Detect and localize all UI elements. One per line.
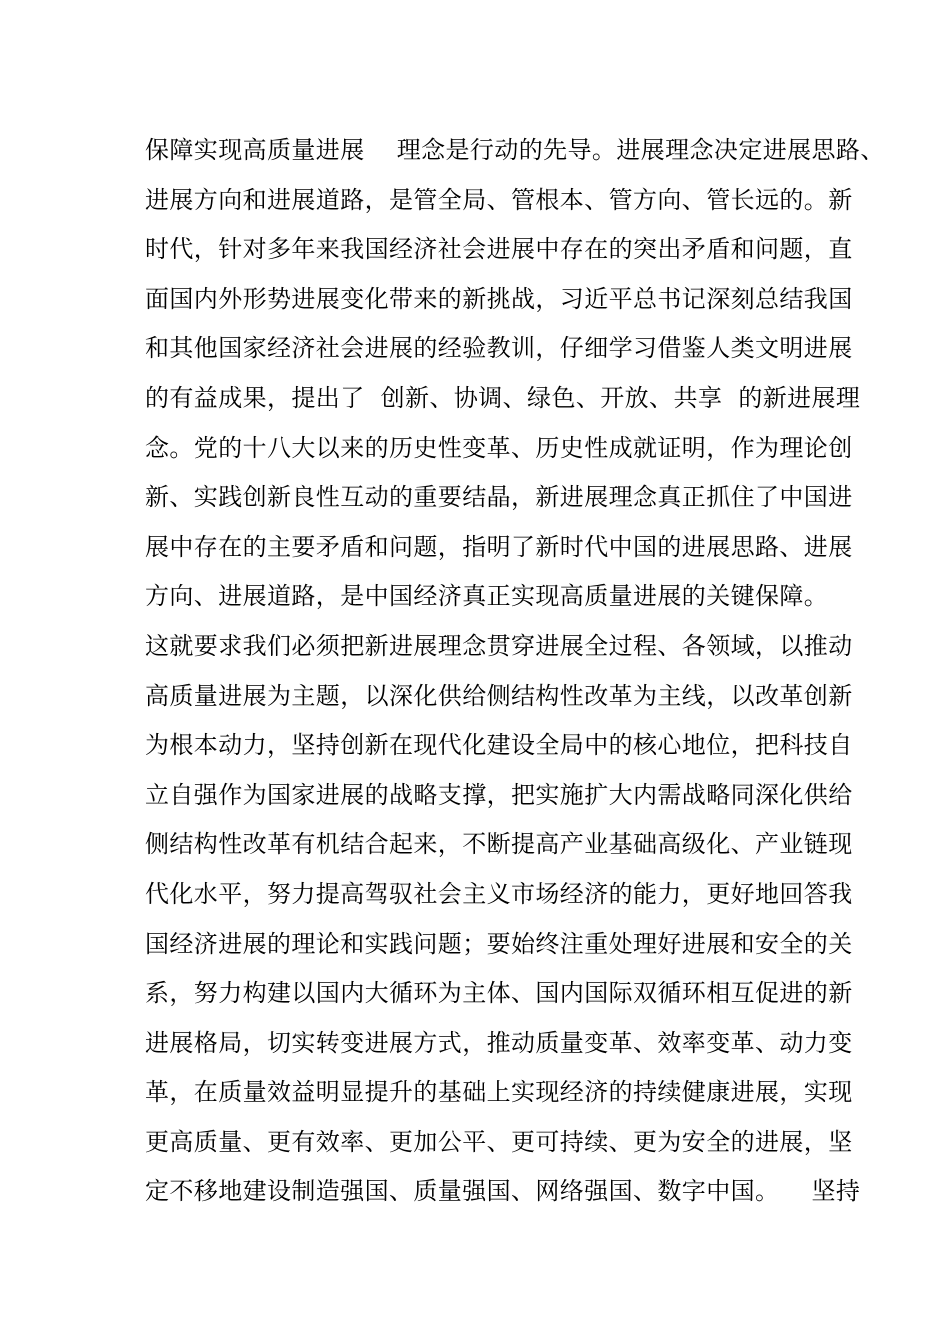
text-line: 进展方向和进展道路，是管全局、管根本、管方向、管长远的。新 <box>145 185 853 214</box>
text-line: 更高质量、更有效率、更加公平、更可持续、更为安全的进展，坚 <box>145 1127 853 1156</box>
text-line: 侧结构性改革有机结合起来，不断提高产业基础高级化、产业链现 <box>145 830 853 859</box>
text-line: 保障实现高质量进展 理念是行动的先导。进展理念决定进展思路、 <box>145 136 885 164</box>
text-line: 时代，针对多年来我国经济社会进展中存在的突出矛盾和问题，直 <box>145 235 853 264</box>
text-line: 为根本动力，坚持创新在现代化建设全局中的核心地位，把科技自 <box>145 731 853 760</box>
text-line: 念。党的十八大以来的历史性变革、历史性成就证明，作为理论创 <box>145 433 853 462</box>
body-text <box>145 126 885 1217</box>
text-line: 的有益成果，提出了 创新、协调、绿色、开放、共享 的新进展理 <box>145 383 861 412</box>
text-line: 面国内外形势进展变化带来的新挑战，习近平总书记深刻总结我国 <box>145 284 853 313</box>
text-line: 革，在质量效益明显提升的基础上实现经济的持续健康进展，实现 <box>145 1078 853 1107</box>
text-line: 新、实践创新良性互动的重要结晶，新进展理念真正抓住了中国进 <box>145 483 853 512</box>
text-line: 高质量进展为主题，以深化供给侧结构性改革为主线，以改革创新 <box>145 681 853 710</box>
text-line: 定不移地建设制造强国、质量强国、网络强国、数字中国。 坚持 <box>145 1177 861 1206</box>
text-line: 立自强作为国家进展的战略支撑，把实施扩大内需战略同深化供给 <box>145 780 853 809</box>
text-line: 代化水平，努力提高驾驭社会主义市场经济的能力，更好地回答我 <box>145 879 853 908</box>
text-line: 和其他国家经济社会进展的经验教训，仔细学习借鉴人类文明进展 <box>145 334 853 363</box>
text-line: 方向、进展道路，是中国经济真正实现高质量进展的关键保障。 <box>145 582 829 611</box>
text-line: 展中存在的主要矛盾和问题，指明了新时代中国的进展思路、进展 <box>145 532 853 561</box>
text-line: 这就要求我们必须把新进展理念贯穿进展全过程、各领域，以推动 <box>145 631 853 660</box>
text-line: 国经济进展的理论和实践问题；要始终注重处理好进展和安全的关 <box>145 929 853 958</box>
text-line: 进展格局，切实转变进展方式，推动质量变革、效率变革、动力变 <box>145 1028 853 1057</box>
text-line: 系，努力构建以国内大循环为主体、国内国际双循环相互促进的新 <box>145 979 853 1008</box>
